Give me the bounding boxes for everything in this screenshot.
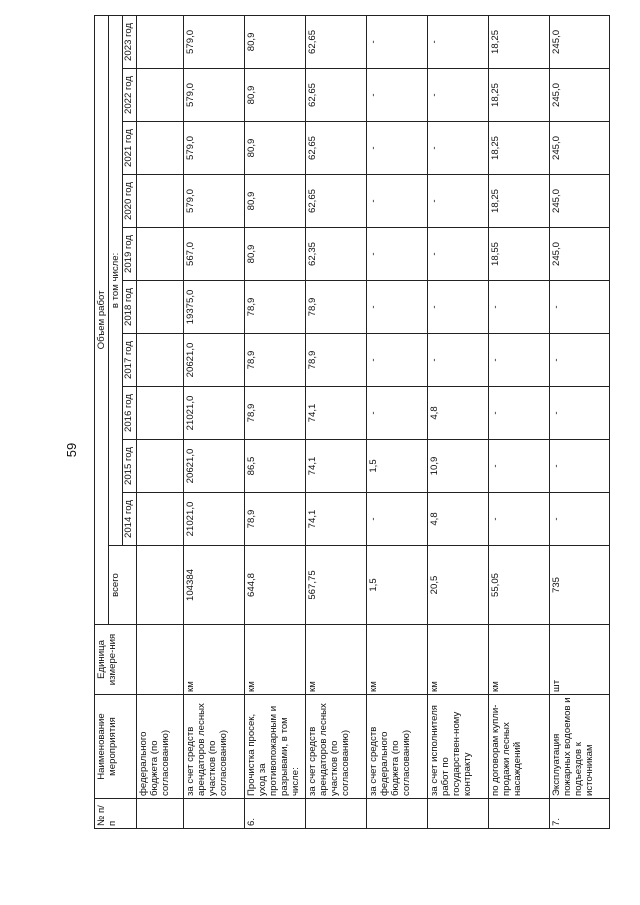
row-value: 78,9 [245,387,306,440]
header-year: 2014 год [123,493,137,546]
table-row [137,15,184,828]
row-value [137,228,184,281]
table-row [367,15,428,828]
works-volume-table [94,15,610,829]
row-value: - [367,15,428,68]
row-value: 21021,0 [184,493,245,546]
row-value: 80,9 [245,69,306,122]
header-unit: Единица измере-ния [95,625,137,695]
rotated-table-container [94,22,614,829]
row-total [137,546,184,625]
row-name: федерального бюджета (по согласованию) [137,695,184,799]
row-value: - [367,334,428,387]
row-num [137,799,184,829]
header-year: 2017 год [123,334,137,387]
row-total: 1,5 [367,546,428,625]
row-unit: км [489,625,550,695]
row-value: 245,0 [550,69,610,122]
row-value: - [550,387,610,440]
row-num: 7. [550,799,610,829]
row-value: - [367,228,428,281]
row-name: за счет средств федерального бюджета (по согласованию) [367,695,428,799]
row-value: 20621,0 [184,440,245,493]
row-value: - [489,440,550,493]
row-value: 78,9 [245,334,306,387]
row-value: - [428,122,489,175]
row-num [184,799,245,829]
header-year: 2015 год [123,440,137,493]
table-row [428,15,489,828]
row-value: - [550,334,610,387]
row-value: - [428,334,489,387]
header-name: Наименование мероприятия [95,695,137,799]
header-total: всего [109,546,137,625]
row-value: 80,9 [245,228,306,281]
header-year: 2016 год [123,387,137,440]
row-unit: км [306,625,367,695]
row-unit: км [428,625,489,695]
row-value: - [550,281,610,334]
row-value: - [428,228,489,281]
row-value [137,15,184,68]
row-value: - [428,15,489,68]
row-value: - [428,281,489,334]
row-value: 21021,0 [184,387,245,440]
row-total: 104384 [184,546,245,625]
row-value: - [550,440,610,493]
row-value: 579,0 [184,69,245,122]
table-row [245,15,306,828]
row-value: 18,55 [489,228,550,281]
table-row [306,15,367,828]
header-year: 2023 год [123,15,137,68]
row-total: 644,8 [245,546,306,625]
row-value: 78,9 [245,281,306,334]
row-name: по договорам купли-продажи лесных насаждений [489,695,550,799]
row-value: - [428,175,489,228]
row-value: 74,1 [306,387,367,440]
row-unit [137,625,184,695]
row-value: 579,0 [184,122,245,175]
row-value: 18,25 [489,175,550,228]
row-value: 80,9 [245,122,306,175]
row-value: - [489,334,550,387]
row-unit: км [245,625,306,695]
row-name: за счет исполнителя работ по государствен-ному контракту [428,695,489,799]
row-num [428,799,489,829]
row-value: 62,65 [306,15,367,68]
row-num: 6. [245,799,306,829]
row-name: за счет средств арендаторов лесных участков (по согласованию) [306,695,367,799]
row-value: 579,0 [184,175,245,228]
row-value: 62,35 [306,228,367,281]
header-year: 2022 год [123,69,137,122]
row-value: 62,65 [306,122,367,175]
row-value: - [489,281,550,334]
table-row [550,15,610,828]
row-value: 18,25 [489,15,550,68]
row-value: 18,25 [489,122,550,175]
row-value [137,440,184,493]
row-num [489,799,550,829]
header-in-that: в том числе: [109,15,123,545]
row-total: 20,5 [428,546,489,625]
row-value [137,334,184,387]
row-value: 62,65 [306,175,367,228]
row-unit: км [367,625,428,695]
row-name: за счет средств арендаторов лесных участков (по согласованию) [184,695,245,799]
row-value: - [489,387,550,440]
row-value: 4,8 [428,387,489,440]
row-value: - [489,493,550,546]
row-value: 245,0 [550,15,610,68]
row-value: 19375,0 [184,281,245,334]
row-value: - [367,493,428,546]
row-value: 567,0 [184,228,245,281]
row-value: - [367,387,428,440]
row-value: - [550,493,610,546]
row-value: 86,5 [245,440,306,493]
row-num [306,799,367,829]
row-value: - [367,175,428,228]
row-value [137,69,184,122]
row-value: - [367,122,428,175]
row-value: 579,0 [184,15,245,68]
row-value: 80,9 [245,175,306,228]
row-value: 80,9 [245,15,306,68]
row-name: Эксплуатация пожарных водоемов и подъездов к источникам [550,695,610,799]
row-value: 20621,0 [184,334,245,387]
row-total: 567,75 [306,546,367,625]
row-unit: км [184,625,245,695]
row-value: 78,9 [306,334,367,387]
row-total: 55,05 [489,546,550,625]
header-num: № п/п [95,799,137,829]
row-value: 78,9 [306,281,367,334]
row-value: 4,8 [428,493,489,546]
row-value: 18,25 [489,69,550,122]
row-value [137,122,184,175]
header-year: 2018 год [123,281,137,334]
row-value [137,493,184,546]
header-volume: Объем работ [95,15,109,624]
row-value: - [367,69,428,122]
row-total: 735 [550,546,610,625]
row-value: 74,1 [306,440,367,493]
row-value: 62,65 [306,69,367,122]
table-row [184,15,245,828]
row-value: 78,9 [245,493,306,546]
page-number: 59 [64,442,79,458]
row-value [137,175,184,228]
row-value: 245,0 [550,122,610,175]
header-year: 2021 год [123,122,137,175]
row-num [367,799,428,829]
row-value [137,281,184,334]
row-value: - [428,69,489,122]
row-unit: шт [550,625,610,695]
table-row [489,15,550,828]
row-value: 1,5 [367,440,428,493]
header-year: 2020 год [123,175,137,228]
row-value: 10,9 [428,440,489,493]
row-value: 245,0 [550,228,610,281]
header-year: 2019 год [123,228,137,281]
row-value [137,387,184,440]
row-value: - [367,281,428,334]
row-value: 74,1 [306,493,367,546]
row-value: 245,0 [550,175,610,228]
row-name: Прочистка просек, уход за противопожарным и разрывами, в том числе: [245,695,306,799]
